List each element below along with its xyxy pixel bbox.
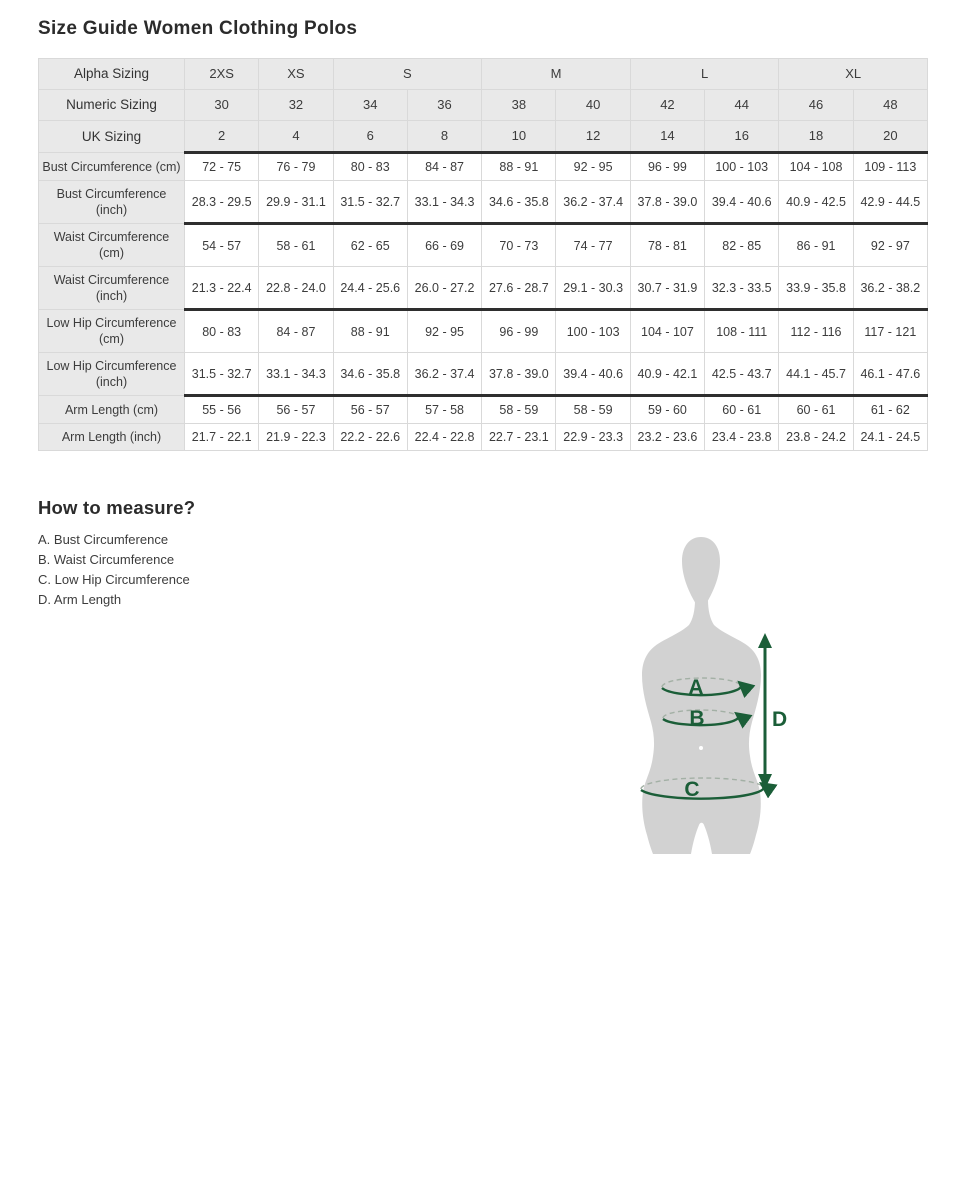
arm-length-arrowhead-bottom [758,774,772,789]
size-value-cell: 42.9 - 44.5 [853,181,927,224]
size-value-cell: 34.6 - 35.8 [482,181,556,224]
size-header-cell: 42 [630,90,704,121]
legend-item: A. Bust Circumference [38,532,169,547]
size-header-cell: 38 [482,90,556,121]
size-value-cell: 31.5 - 32.7 [333,181,407,224]
table-row [39,224,928,267]
size-value-cell: 32.3 - 33.5 [705,267,779,310]
figure-label-a: A [688,676,704,699]
size-value-cell: 39.4 - 40.6 [556,353,630,396]
size-value-cell: 72 - 75 [185,153,259,181]
size-header-cell: 6 [333,121,407,153]
size-header-cell: S [333,59,482,90]
size-value-cell: 21.9 - 22.3 [259,424,333,451]
table-row [39,310,928,353]
size-header-cell: 48 [853,90,927,121]
row-label-cell: Bust Circumference (cm) [39,153,185,181]
table-row [39,353,928,396]
row-label-cell: UK Sizing [39,121,185,153]
size-table-body [39,59,928,451]
size-value-cell: 55 - 56 [185,396,259,424]
size-value-cell: 78 - 81 [630,224,704,267]
size-header-cell: 8 [407,121,481,153]
size-value-cell: 40.9 - 42.5 [779,181,853,224]
size-table [38,58,928,451]
size-value-cell: 22.4 - 22.8 [407,424,481,451]
table-row [39,396,928,424]
size-value-cell: 88 - 91 [482,153,556,181]
table-row [39,59,928,90]
size-value-cell: 61 - 62 [853,396,927,424]
size-value-cell: 31.5 - 32.7 [185,353,259,396]
size-value-cell: 59 - 60 [630,396,704,424]
size-header-cell: L [630,59,779,90]
table-row [39,90,928,121]
size-value-cell: 21.7 - 22.1 [185,424,259,451]
row-label-cell: Numeric Sizing [39,90,185,121]
row-label-cell: Alpha Sizing [39,59,185,90]
size-value-cell: 26.0 - 27.2 [407,267,481,310]
size-header-cell: 10 [482,121,556,153]
size-header-cell: 40 [556,90,630,121]
size-value-cell: 21.3 - 22.4 [185,267,259,310]
size-value-cell: 29.1 - 30.3 [556,267,630,310]
size-value-cell: 22.8 - 24.0 [259,267,333,310]
size-header-cell: 20 [853,121,927,153]
size-value-cell: 22.2 - 22.6 [333,424,407,451]
table-row [39,267,928,310]
size-value-cell: 57 - 58 [407,396,481,424]
size-value-cell: 24.1 - 24.5 [853,424,927,451]
row-label-cell: Arm Length (inch) [39,424,185,451]
row-label-cell: Arm Length (cm) [39,396,185,424]
navel-dot [699,746,703,750]
row-label-cell: Low Hip Circumference (cm) [39,310,185,353]
size-value-cell: 60 - 61 [705,396,779,424]
how-to-measure-heading: How to measure? [38,497,196,518]
size-value-cell: 58 - 59 [482,396,556,424]
size-value-cell: 36.2 - 37.4 [407,353,481,396]
size-value-cell: 112 - 116 [779,310,853,353]
size-value-cell: 27.6 - 28.7 [482,267,556,310]
size-header-cell: 18 [779,121,853,153]
size-value-cell: 56 - 57 [333,396,407,424]
size-value-cell: 34.6 - 35.8 [333,353,407,396]
size-value-cell: 58 - 61 [259,224,333,267]
row-label-cell: Low Hip Circumference (inch) [39,353,185,396]
size-value-cell: 22.7 - 23.1 [482,424,556,451]
size-value-cell: 62 - 65 [333,224,407,267]
size-value-cell: 40.9 - 42.1 [630,353,704,396]
size-value-cell: 92 - 95 [407,310,481,353]
size-value-cell: 104 - 108 [779,153,853,181]
how-to-measure-section [38,497,195,610]
size-table-container [38,58,928,451]
size-value-cell: 58 - 59 [556,396,630,424]
size-header-cell: 34 [333,90,407,121]
size-value-cell: 23.4 - 23.8 [705,424,779,451]
page-title: Size Guide Women Clothing Polos [38,18,358,39]
figure-label-d: D [772,708,788,731]
measurement-legend [38,530,195,610]
size-value-cell: 76 - 79 [259,153,333,181]
size-value-cell: 29.9 - 31.1 [259,181,333,224]
size-value-cell: 22.9 - 23.3 [556,424,630,451]
table-row [39,181,928,224]
size-header-cell: M [482,59,631,90]
size-header-cell: 2XS [185,59,259,90]
size-value-cell: 74 - 77 [556,224,630,267]
size-value-cell: 80 - 83 [333,153,407,181]
table-row [39,153,928,181]
size-value-cell: 100 - 103 [556,310,630,353]
row-label-cell: Waist Circumference (cm) [39,224,185,267]
size-value-cell: 92 - 97 [853,224,927,267]
size-header-cell: XL [779,59,928,90]
size-value-cell: 36.2 - 37.4 [556,181,630,224]
size-header-cell: 12 [556,121,630,153]
size-header-cell: 36 [407,90,481,121]
measurement-figure-svg [598,530,860,862]
size-header-cell: 4 [259,121,333,153]
row-label-cell: Waist Circumference (inch) [39,267,185,310]
size-value-cell: 109 - 113 [853,153,927,181]
size-value-cell: 23.2 - 23.6 [630,424,704,451]
size-value-cell: 36.2 - 38.2 [853,267,927,310]
size-value-cell: 60 - 61 [779,396,853,424]
size-value-cell: 54 - 57 [185,224,259,267]
size-header-cell: XS [259,59,333,90]
size-value-cell: 104 - 107 [630,310,704,353]
size-value-cell: 33.1 - 34.3 [407,181,481,224]
table-row [39,121,928,153]
size-value-cell: 66 - 69 [407,224,481,267]
size-value-cell: 80 - 83 [185,310,259,353]
size-header-cell: 30 [185,90,259,121]
size-value-cell: 23.8 - 24.2 [779,424,853,451]
size-value-cell: 33.9 - 35.8 [779,267,853,310]
size-value-cell: 86 - 91 [779,224,853,267]
size-value-cell: 37.8 - 39.0 [482,353,556,396]
size-value-cell: 70 - 73 [482,224,556,267]
size-value-cell: 30.7 - 31.9 [630,267,704,310]
size-value-cell: 82 - 85 [705,224,779,267]
body-measurement-figure [598,530,860,862]
body-silhouette-head [682,537,720,607]
size-value-cell: 96 - 99 [630,153,704,181]
row-label-cell: Bust Circumference (inch) [39,181,185,224]
size-value-cell: 84 - 87 [259,310,333,353]
size-value-cell: 46.1 - 47.6 [853,353,927,396]
size-value-cell: 96 - 99 [482,310,556,353]
size-value-cell: 117 - 121 [853,310,927,353]
table-row [39,424,928,451]
legend-item: B. Waist Circumference [38,552,175,567]
size-value-cell: 42.5 - 43.7 [705,353,779,396]
arm-length-arrowhead-top [758,633,772,648]
size-value-cell: 56 - 57 [259,396,333,424]
size-value-cell: 44.1 - 45.7 [779,353,853,396]
size-header-cell: 14 [630,121,704,153]
size-value-cell: 88 - 91 [333,310,407,353]
size-value-cell: 92 - 95 [556,153,630,181]
size-header-cell: 2 [185,121,259,153]
figure-label-b: B [689,707,705,730]
size-value-cell: 37.8 - 39.0 [630,181,704,224]
size-header-cell: 16 [705,121,779,153]
legend-item: C. Low Hip Circumference [38,572,190,587]
size-value-cell: 39.4 - 40.6 [705,181,779,224]
legend-item: D. Arm Length [38,592,122,607]
size-header-cell: 44 [705,90,779,121]
size-header-cell: 32 [259,90,333,121]
figure-label-c: C [684,778,700,801]
size-value-cell: 24.4 - 25.6 [333,267,407,310]
size-value-cell: 33.1 - 34.3 [259,353,333,396]
size-header-cell: 46 [779,90,853,121]
size-value-cell: 84 - 87 [407,153,481,181]
size-value-cell: 108 - 111 [705,310,779,353]
size-value-cell: 100 - 103 [705,153,779,181]
size-value-cell: 28.3 - 29.5 [185,181,259,224]
